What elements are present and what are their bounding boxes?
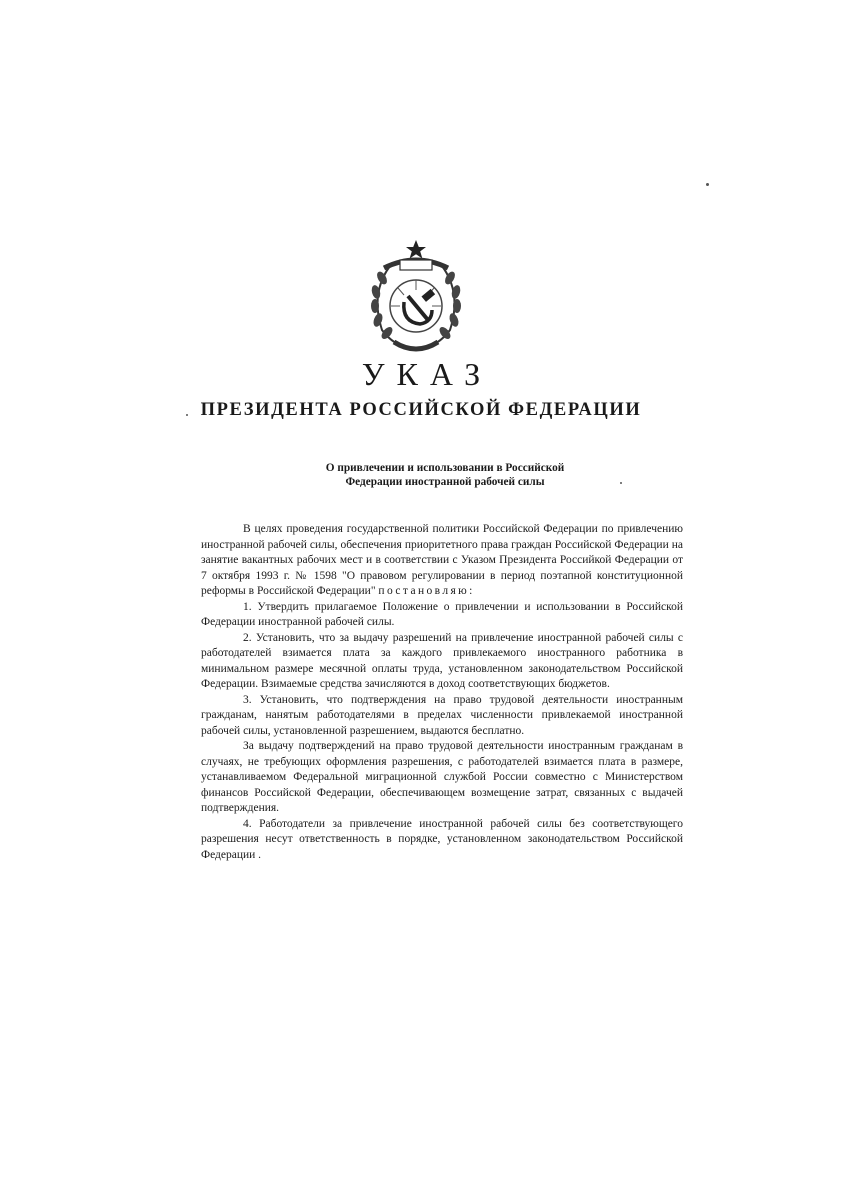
decree-heading-line1: О привлечении и использовании в Российской	[325, 462, 565, 474]
scan-speck	[706, 183, 709, 186]
paragraph-1: 1. Утвердить прилагаемое Положение о привлечении и использовании в Российской Федерации иностранной рабочей силы.	[201, 600, 683, 628]
document-title: УКАЗ	[361, 356, 493, 392]
preamble-paragraph	[201, 522, 683, 600]
decree-heading	[280, 461, 610, 489]
decree-word: постановляю:	[378, 585, 475, 597]
coat-of-arms-emblem	[360, 238, 472, 358]
scan-speck	[186, 414, 188, 416]
decree-body	[201, 522, 683, 863]
document-subtitle: ПРЕЗИДЕНТА РОССИЙСКОЙ ФЕДЕРАЦИИ	[200, 400, 642, 420]
decree-heading-line2: Федерации иностранной рабочей силы	[345, 476, 545, 488]
paragraph-2: 2. Установить, что за выдачу разрешений на привлечение иностранной рабочей силы с работодателей взимается плата за каждого привлекаемого иностранного работника в минимальном размере месячной оплаты труда, установленном законодательством Российской Федерации. Взимаемые средства зачисляются в доход соответствующих бюджетов.	[201, 631, 683, 690]
preamble-text: В целях проведения государственной политики Российской Федерации по привлечению иностранной рабочей силы, обеспечения приоритетного права граждан Российской Федерации на занятие вакантных рабочих мест и в соответствии с Указом Президента Российкой Федерации от 7 октября 1993 г. № 1598 "О правовом регулировании в период поэтапной конституционной реформы в Российской Федерации"	[201, 523, 683, 597]
paragraph-3: 3. Установить, что подтверждения на право трудовой деятельности иностранным гражданам, нанятым работодателями в пределах численности привлекаемой иностранной рабочей силы, установленной разрешением, выдаются бесплатно.	[201, 693, 683, 737]
scan-speck	[620, 482, 622, 484]
paragraph-4: 4. Работодатели за привлечение иностранной рабочей силы без соответствующего разрешения несут ответственность в порядке, установленном законодательством Российской Федерации .	[201, 817, 683, 861]
paragraph-3-continued: За выдачу подтверждений на право трудовой деятельности иностранным гражданам в случаях, не требующих оформления разрешения, с работодателей взимается плата в размере, устанавливаемом Федеральной миграционной службой России совместно с Министерством финансов Российской Федерации, обеспечивающем возмещение затрат, связанных с выдачей подтверждения.	[201, 740, 683, 814]
